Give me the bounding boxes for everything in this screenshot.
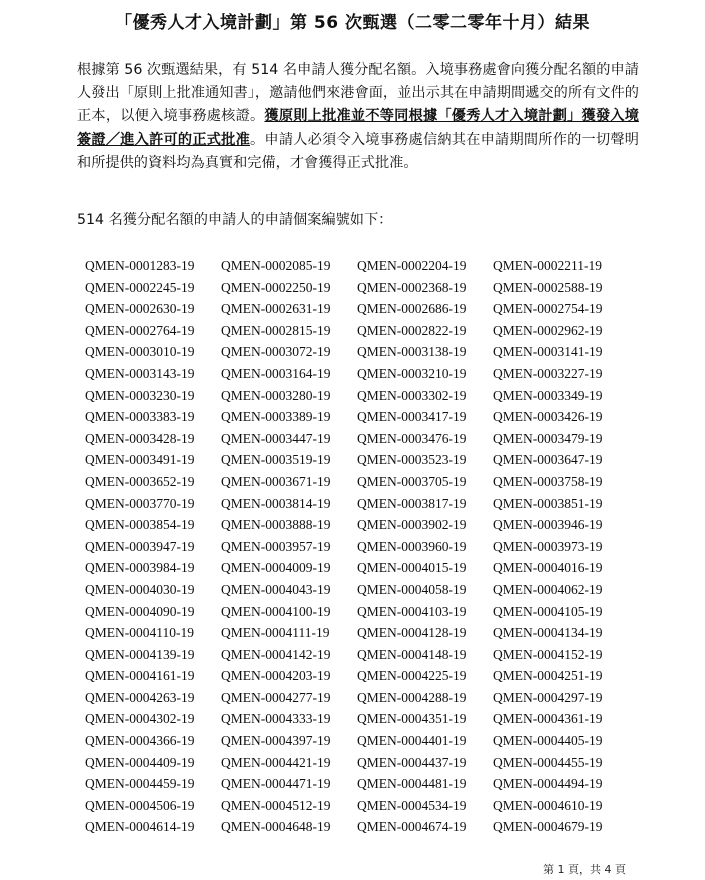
case-number: QMEN-0003164-19 [221,365,331,381]
case-number: QMEN-0004297-19 [493,689,603,705]
case-number: QMEN-0004148-19 [357,646,467,662]
case-number: QMEN-0003523-19 [357,452,467,468]
case-number: QMEN-0002686-19 [357,301,467,317]
case-number: QMEN-0003426-19 [493,409,603,425]
case-number: QMEN-0004152-19 [493,646,603,662]
case-number: QMEN-0004203-19 [221,668,331,684]
case-number: QMEN-0003758-19 [493,473,603,489]
case-number: QMEN-0004534-19 [357,797,467,813]
case-number: QMEN-0002368-19 [357,279,467,295]
case-number: QMEN-0004494-19 [493,776,603,792]
case-number: QMEN-0004674-19 [357,819,467,835]
case-number: QMEN-0004062-19 [493,581,603,597]
case-number: QMEN-0002754-19 [493,301,603,317]
case-number: QMEN-0004512-19 [221,797,331,813]
case-number: QMEN-0004405-19 [493,733,603,749]
case-number: QMEN-0004103-19 [357,603,467,619]
case-number: QMEN-0002211-19 [493,258,602,273]
case-number: QMEN-0003383-19 [85,409,195,425]
case-number: QMEN-0004043-19 [221,581,331,597]
case-number: QMEN-0003652-19 [85,473,195,489]
case-number: QMEN-0003210-19 [357,365,467,381]
case-number-list [85,255,630,838]
case-number: QMEN-0004015-19 [357,560,467,576]
case-number: QMEN-0004610-19 [493,797,603,813]
case-number: QMEN-0004142-19 [221,646,331,662]
case-number: QMEN-0004397-19 [221,733,331,749]
case-number: QMEN-0004459-19 [85,776,195,792]
case-number: QMEN-0004333-19 [221,711,331,727]
case-number: QMEN-0004263-19 [85,689,195,705]
case-number: QMEN-0003227-19 [493,365,603,381]
case-number: QMEN-0004506-19 [85,797,195,813]
case-number: QMEN-0003946-19 [493,517,603,533]
case-number: QMEN-0003957-19 [221,538,331,554]
case-number: QMEN-0003647-19 [493,452,603,468]
case-number: QMEN-0004437-19 [357,754,467,770]
case-number: QMEN-0004105-19 [493,603,603,619]
case-number: QMEN-0003141-19 [493,344,603,360]
case-number: QMEN-0004134-19 [493,625,603,641]
case-number: QMEN-0004128-19 [357,625,467,641]
case-number: QMEN-0003349-19 [493,387,603,403]
case-number: QMEN-0002588-19 [493,279,603,295]
case-number: QMEN-0003671-19 [221,473,331,489]
case-number: QMEN-0004679-19 [493,819,603,835]
case-number: QMEN-0003960-19 [357,538,467,554]
case-number: QMEN-0002204-19 [357,258,467,273]
case-number: QMEN-0002962-19 [493,322,603,338]
case-number: QMEN-0003491-19 [85,452,195,468]
case-number: QMEN-0004161-19 [85,668,195,684]
case-number: QMEN-0004251-19 [493,668,603,684]
case-number: QMEN-0003479-19 [493,430,603,446]
case-number: QMEN-0004302-19 [85,711,195,727]
case-number: QMEN-0002764-19 [85,322,195,338]
case-number: QMEN-0003973-19 [493,538,603,554]
case-number: QMEN-0002631-19 [221,301,331,317]
case-number: QMEN-0004225-19 [357,668,467,684]
case-number: QMEN-0003417-19 [357,409,467,425]
case-number: QMEN-0004090-19 [85,603,195,619]
case-number: QMEN-0003476-19 [357,430,467,446]
intro-text-part2: 。申請人必須令入境事務處信納其在申請期間所作的一切聲明和所提供的資料均為真實和完備，才會獲得正式批准。 [77,131,639,171]
case-number: QMEN-0001283-19 [85,258,195,273]
case-number: QMEN-0002085-19 [221,258,331,273]
case-number: QMEN-0002815-19 [221,322,331,338]
case-number: QMEN-0003447-19 [221,430,331,446]
case-number: QMEN-0003302-19 [357,387,467,403]
case-number: QMEN-0003072-19 [221,344,331,360]
case-number: QMEN-0004455-19 [493,754,603,770]
case-number: QMEN-0003010-19 [85,344,195,360]
case-number: QMEN-0003854-19 [85,517,195,533]
case-number: QMEN-0003817-19 [357,495,467,511]
case-number: QMEN-0002245-19 [85,279,195,295]
case-number: QMEN-0003814-19 [221,495,331,511]
intro-bold-notice: 獲原則上批准並不等同根據「優秀人才入境計劃」獲發入境簽證／進入許可的正式批准 [77,108,639,148]
case-number: QMEN-0003143-19 [85,365,195,381]
case-number: QMEN-0003230-19 [85,387,195,403]
case-number: QMEN-0004111-19 [221,625,330,641]
case-number: QMEN-0004288-19 [357,689,467,705]
intro-paragraph [77,59,639,175]
case-number: QMEN-0004648-19 [221,819,331,835]
case-number: QMEN-0003705-19 [357,473,467,489]
case-number: QMEN-0003947-19 [85,538,195,554]
case-number: QMEN-0003770-19 [85,495,195,511]
case-number: QMEN-0004009-19 [221,560,331,576]
case-number: QMEN-0002250-19 [221,279,331,295]
case-number: QMEN-0002630-19 [85,301,195,317]
case-number: QMEN-0004471-19 [221,776,331,792]
case-number: QMEN-0004100-19 [221,603,331,619]
case-number: QMEN-0004361-19 [493,711,603,727]
case-number: QMEN-0003984-19 [85,560,195,576]
case-number: QMEN-0003902-19 [357,517,467,533]
list-heading: 514 名獲分配名額的申請人的申請個案編號如下： [77,212,393,228]
case-number: QMEN-0004614-19 [85,819,195,835]
case-number: QMEN-0003280-19 [221,387,331,403]
case-number: QMEN-0004110-19 [85,625,194,641]
case-number: QMEN-0002822-19 [357,322,467,338]
intro-text-part1: 根據第 56 次甄選結果，有 514 名申請人獲分配名額。入境事務處會向獲分配名額的申請人發出「原則上批准通知書」，邀請他們來港會面，並出示其在申請期間遞交的所有文件的正本，以便入境事務處核證。 [77,62,639,125]
case-number: QMEN-0003389-19 [221,409,331,425]
case-number: QMEN-0004421-19 [221,754,331,770]
case-number: QMEN-0003851-19 [493,495,603,511]
case-number: QMEN-0004030-19 [85,581,195,597]
case-number: QMEN-0004058-19 [357,581,467,597]
case-number: QMEN-0004139-19 [85,646,195,662]
page-number: 第 1 頁，共 4 頁 [543,863,626,876]
case-number: QMEN-0004351-19 [357,711,467,727]
case-number: QMEN-0004401-19 [357,733,467,749]
case-number: QMEN-0004481-19 [357,776,467,792]
case-number: QMEN-0004016-19 [493,560,603,576]
case-number: QMEN-0003428-19 [85,430,195,446]
case-number: QMEN-0004409-19 [85,754,195,770]
case-number: QMEN-0004366-19 [85,733,195,749]
page-title: 「優秀人才入境計劃」第 56 次甄選（二零二零年十月）結果 [115,13,590,33]
case-number: QMEN-0003138-19 [357,344,467,360]
case-number: QMEN-0003888-19 [221,517,331,533]
case-number: QMEN-0004277-19 [221,689,331,705]
case-number: QMEN-0003519-19 [221,452,331,468]
